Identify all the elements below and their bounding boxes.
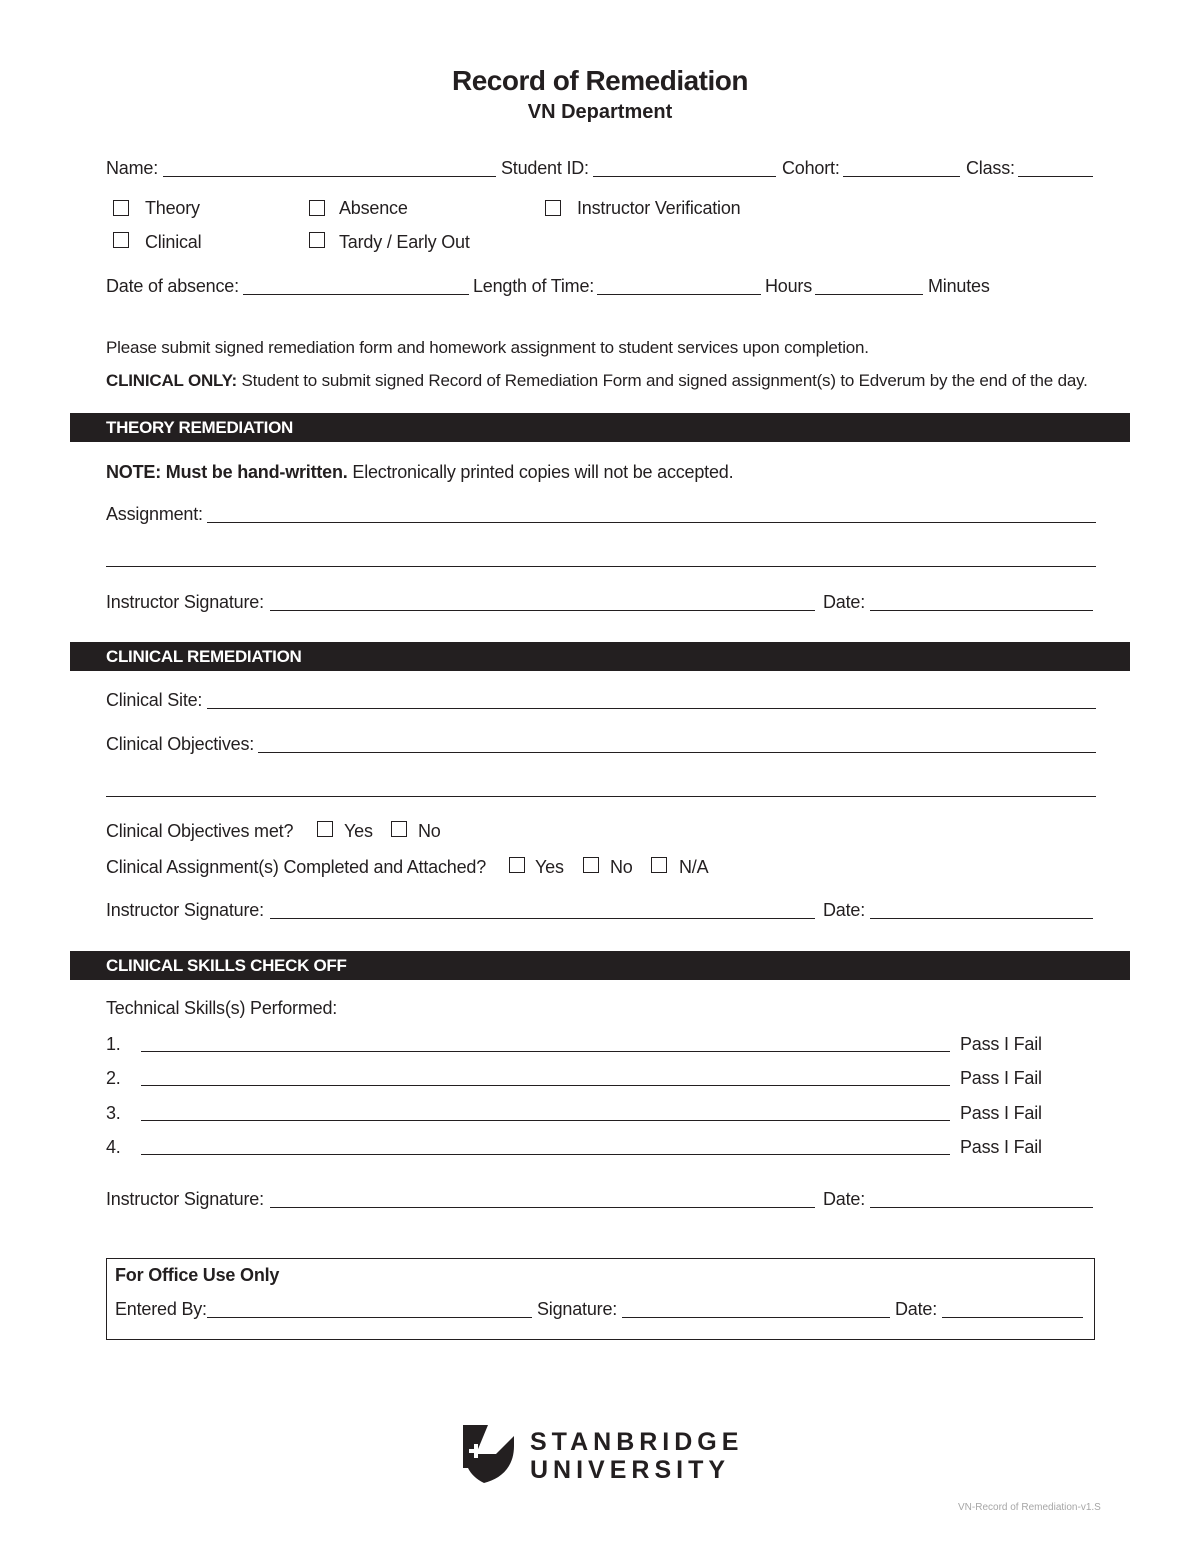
office-signature-label: Signature: xyxy=(537,1299,618,1319)
skill-row-result[interactable]: Pass I Fail xyxy=(960,1034,1042,1054)
objectives-met-yes-checkbox[interactable] xyxy=(317,821,333,837)
skill-row-number: 3. xyxy=(106,1103,121,1123)
assignment-completed-no-label: No xyxy=(610,857,633,877)
clinical-objectives-field-line2[interactable] xyxy=(106,796,1096,797)
assignment-completed-label: Clinical Assignment(s) Completed and Attached? xyxy=(106,857,487,877)
hours-field[interactable] xyxy=(597,294,761,295)
theory-section-header xyxy=(70,413,1130,442)
clinical-date-field[interactable] xyxy=(870,918,1093,919)
clinical-only-prefix: CLINICAL ONLY: xyxy=(106,371,238,390)
instructions-text: Please submit signed remediation form and homework assignment to student services upon completion. xyxy=(106,338,869,357)
handwritten-note xyxy=(106,461,733,483)
office-signature-field[interactable] xyxy=(622,1317,890,1318)
cohort-label: Cohort: xyxy=(782,158,840,178)
office-date-field[interactable] xyxy=(942,1317,1083,1318)
skill-row-number: 1. xyxy=(106,1034,121,1054)
logo-wordmark-line1: STANBRIDGE xyxy=(530,1428,744,1456)
name-field[interactable] xyxy=(163,176,496,177)
hours-label: Hours xyxy=(765,276,813,296)
skills-date-field[interactable] xyxy=(870,1207,1093,1208)
cohort-field[interactable] xyxy=(843,176,960,177)
objectives-met-yes-label: Yes xyxy=(344,821,373,841)
stanbridge-shield-logo-icon xyxy=(462,1424,516,1484)
handwritten-note-bold: NOTE: Must be hand-written. xyxy=(106,462,348,482)
length-of-time-label: Length of Time: xyxy=(473,276,595,296)
assignment-field[interactable] xyxy=(207,522,1096,523)
class-label: Class: xyxy=(966,158,1015,178)
absence-label: Absence xyxy=(339,198,408,218)
assignment-label: Assignment: xyxy=(106,504,203,524)
form-version-code: VN-Record of Remediation-v1.S xyxy=(958,1502,1101,1513)
assignment-field-line2[interactable] xyxy=(106,566,1096,567)
logo-wordmark-line2: UNIVERSITY xyxy=(530,1456,731,1484)
objectives-met-label: Clinical Objectives met? xyxy=(106,821,294,841)
assignment-completed-yes-checkbox[interactable] xyxy=(509,857,525,873)
clinical-site-label: Clinical Site: xyxy=(106,690,203,710)
theory-section-title: THEORY REMEDIATION xyxy=(106,418,293,437)
skill-row-result[interactable]: Pass I Fail xyxy=(960,1103,1042,1123)
tardy-label: Tardy / Early Out xyxy=(339,232,470,252)
skill-row-field[interactable] xyxy=(141,1154,950,1155)
skills-section-title: CLINICAL SKILLS CHECK OFF xyxy=(106,956,347,975)
date-of-absence-label: Date of absence: xyxy=(106,276,239,296)
student-id-label: Student ID: xyxy=(501,158,589,178)
tardy-checkbox[interactable] xyxy=(309,232,325,248)
clinical-checkbox[interactable] xyxy=(113,232,129,248)
minutes-field[interactable] xyxy=(815,294,923,295)
clinical-site-field[interactable] xyxy=(207,708,1096,709)
student-id-field[interactable] xyxy=(593,176,776,177)
clinical-objectives-field[interactable] xyxy=(258,752,1096,753)
skills-signature-label: Instructor Signature: xyxy=(106,1189,264,1209)
office-date-label: Date: xyxy=(895,1299,938,1319)
clinical-signature-field[interactable] xyxy=(270,918,815,919)
skill-row-field[interactable] xyxy=(141,1051,950,1052)
objectives-met-no-label: No xyxy=(418,821,441,841)
name-label: Name: xyxy=(106,158,159,178)
theory-signature-label: Instructor Signature: xyxy=(106,592,264,612)
clinical-objectives-label: Clinical Objectives: xyxy=(106,734,255,754)
clinical-section-title: CLINICAL REMEDIATION xyxy=(106,647,302,666)
theory-label: Theory xyxy=(145,198,200,218)
instructor-verification-checkbox[interactable] xyxy=(545,200,561,216)
theory-checkbox[interactable] xyxy=(113,200,129,216)
date-of-absence-field[interactable] xyxy=(243,294,469,295)
skill-row-field[interactable] xyxy=(141,1085,950,1086)
page-title: Record of Remediation xyxy=(452,65,748,96)
skill-row-field[interactable] xyxy=(141,1120,950,1121)
skills-signature-field[interactable] xyxy=(270,1207,815,1208)
skills-performed-label: Technical Skills(s) Performed: xyxy=(106,998,338,1018)
clinical-date-label: Date: xyxy=(823,900,866,920)
instructor-verification-label: Instructor Verification xyxy=(577,198,741,218)
page-subtitle: VN Department xyxy=(527,101,673,123)
clinical-signature-label: Instructor Signature: xyxy=(106,900,264,920)
entered-by-label: Entered By: xyxy=(115,1299,207,1319)
theory-date-label: Date: xyxy=(823,592,866,612)
assignment-completed-no-checkbox[interactable] xyxy=(583,857,599,873)
class-field[interactable] xyxy=(1018,176,1093,177)
skill-row-number: 2. xyxy=(106,1068,121,1088)
clinical-only-text: Student to submit signed Record of Remediation Form and signed assignment(s) to Edverum by the end of the day. xyxy=(237,371,1088,390)
skill-row-result[interactable]: Pass I Fail xyxy=(960,1137,1042,1157)
skills-date-label: Date: xyxy=(823,1189,866,1209)
entered-by-field[interactable] xyxy=(207,1317,532,1318)
clinical-label: Clinical xyxy=(145,232,202,252)
skill-row-result[interactable]: Pass I Fail xyxy=(960,1068,1042,1088)
assignment-completed-yes-label: Yes xyxy=(535,857,564,877)
skill-row-number: 4. xyxy=(106,1137,121,1157)
objectives-met-no-checkbox[interactable] xyxy=(391,821,407,837)
assignment-completed-na-label: N/A xyxy=(679,857,709,877)
minutes-label: Minutes xyxy=(928,276,990,296)
office-use-heading: For Office Use Only xyxy=(115,1265,280,1285)
skills-section-header xyxy=(70,951,1130,980)
theory-date-field[interactable] xyxy=(870,610,1093,611)
clinical-section-header xyxy=(70,642,1130,671)
theory-signature-field[interactable] xyxy=(270,610,815,611)
handwritten-note-text: Electronically printed copies will not be accepted. xyxy=(347,462,734,482)
absence-checkbox[interactable] xyxy=(309,200,325,216)
assignment-completed-na-checkbox[interactable] xyxy=(651,857,667,873)
clinical-only-instructions xyxy=(106,370,1088,392)
